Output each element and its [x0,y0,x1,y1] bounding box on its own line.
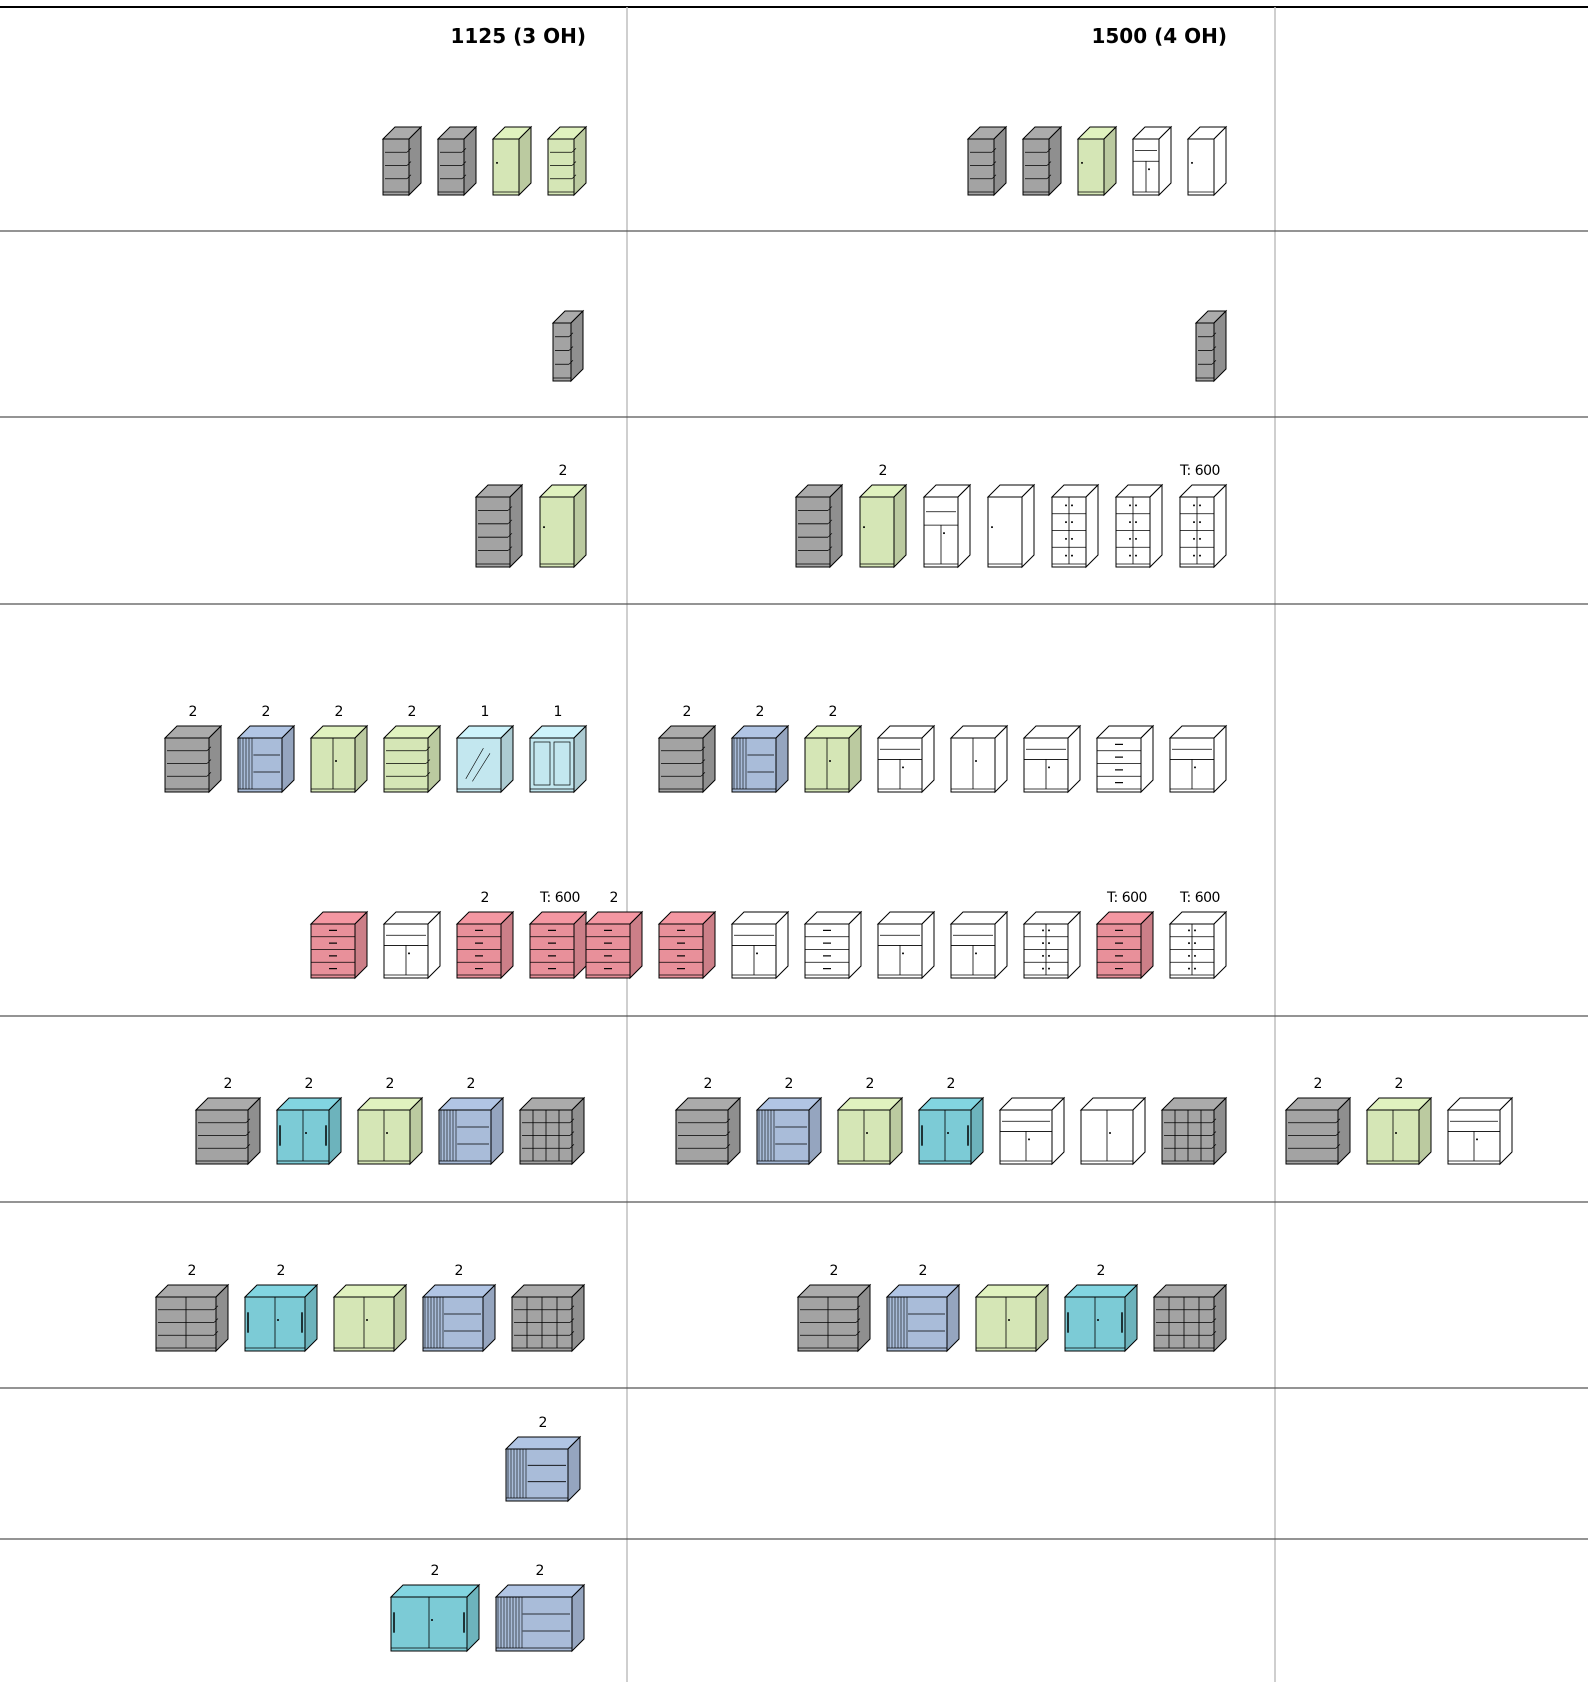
cabinet-doubledoor-green [1367,1098,1431,1164]
cabinet-locker-white [1052,485,1098,567]
cabinet-quantity-label: T: 600 [1107,890,1147,906]
cabinet-mixed-white [732,912,788,978]
cabinet-tambour-blue [238,726,294,792]
cabinet-slidingdoor-cyan [1065,1285,1137,1351]
cabinet-quantity-label: 2 [466,1076,476,1092]
cabinet-tambour-blue [732,726,788,792]
cabinet-quantity-label: 2 [829,1263,839,1279]
cabinet-shelf-grey [1196,311,1226,381]
cabinet-quantity-label: 2 [430,1563,440,1579]
cabinet-mixed-white [951,912,1007,978]
cabinet-quantity-label: 2 [1096,1263,1106,1279]
cabinet-quantity-label: 2 [609,890,619,906]
cabinet-drawers-pink [457,912,513,978]
cabinet-quantity-label: 2 [261,704,271,720]
cabinet-door-green [860,485,906,567]
cabinet-cubby-grey [1154,1285,1226,1351]
cabinet-shelf-grey [196,1098,260,1164]
cabinet-quantity-label: 2 [304,1076,314,1092]
cabinet-slidingdoor-cyan [391,1585,479,1651]
cabinet-tambour-blue [887,1285,959,1351]
cabinet-shelf-green [548,127,586,195]
cabinet-slidingdoor-cyan [245,1285,317,1351]
cabinet-quantity-label: 2 [276,1263,286,1279]
cabinet-drawers-pink [311,912,367,978]
cabinet-doubledoor-green [805,726,861,792]
cabinet-door-green [493,127,531,195]
cabinet-doubledoor-green [976,1285,1048,1351]
cabinet-quantity-label: 2 [538,1415,548,1431]
cabinet-locker-white [1170,912,1226,978]
cabinet-drawers-pink [659,912,715,978]
cabinet-drawers-pink [586,912,642,978]
cabinet-quantity-label: 2 [223,1076,233,1092]
cabinet-doubledoor-white [951,726,1007,792]
cabinet-mixed-white [1000,1098,1064,1164]
cabinet-door-green [1078,127,1116,195]
cabinet-shelf-grey [438,127,476,195]
cabinet-door-white [988,485,1034,567]
cabinet-quantity-label: T: 600 [540,890,580,906]
cabinet-quantity-label: 2 [480,890,490,906]
cabinet-quantity-label: T: 600 [1180,890,1220,906]
cabinet-quantity-label: 2 [535,1563,545,1579]
cabinet-quantity-label: 2 [946,1076,956,1092]
cabinet-shelf-grey [383,127,421,195]
cabinet-drawers-white [805,912,861,978]
cabinet-cubby-grey [1162,1098,1226,1164]
cabinet-door-green [540,485,586,567]
cabinet-drawers-pink [530,912,586,978]
cabinet-mixed-white [878,912,934,978]
cabinet-quantity-label: 2 [334,704,344,720]
cabinet-tambour-blue [496,1585,584,1651]
cabinet-quantity-label: 2 [755,704,765,720]
cabinet-locker-white [1180,485,1226,567]
cabinet-twinshelf-grey [156,1285,228,1351]
cabinet-shelf-grey [1023,127,1061,195]
cabinet-door-white [1188,127,1226,195]
cabinet-quantity-label: T: 600 [1180,463,1220,479]
cabinet-tambour-blue [506,1437,580,1501]
cabinet-shelf-grey [968,127,1006,195]
cabinet-doubledoor-green [838,1098,902,1164]
cabinet-locker-white [1116,485,1162,567]
cabinet-doubledoor-white [1081,1098,1145,1164]
cabinet-doubledoor-green [311,726,367,792]
cabinet-locker-white [1024,912,1080,978]
cabinet-shelf-green [384,726,440,792]
cabinet-mixed-white [1133,127,1171,195]
cabinet-quantity-label: 2 [828,704,838,720]
cabinet-mixed-white [878,726,934,792]
cabinet-shelf-grey [659,726,715,792]
cabinet-quantity-label: 2 [1313,1076,1323,1092]
cabinet-quantity-label: 1 [480,704,490,720]
cabinet-shelf-grey [796,485,842,567]
cabinet-doubledoor-green [334,1285,406,1351]
cabinet-mixed-white [924,485,970,567]
cabinet-mixed-white [384,912,440,978]
cabinet-quantity-label: 2 [784,1076,794,1092]
cabinet-quantity-label: 2 [558,463,568,479]
cabinet-mixed-white [1448,1098,1512,1164]
column-header-1125: 1125 (3 OH) [450,24,586,48]
cabinet-quantity-label: 2 [187,1263,197,1279]
cabinet-mixed-white [1170,726,1226,792]
cabinet-twinshelf-grey [798,1285,870,1351]
cabinet-quantity-label: 2 [682,704,692,720]
cabinet-drawers-white [1097,726,1153,792]
column-header-1500: 1500 (4 OH) [1091,24,1227,48]
cabinet-mixed-white [1024,726,1080,792]
cabinet-slidingdoor-cyan [919,1098,983,1164]
cabinet-quantity-label: 2 [407,704,417,720]
cabinet-quantity-label: 2 [1394,1076,1404,1092]
cabinet-shelf-grey [553,311,583,381]
cabinet-quantity-label: 2 [865,1076,875,1092]
cabinet-quantity-label: 2 [878,463,888,479]
cabinet-shelf-grey [1286,1098,1350,1164]
cabinet-quantity-label: 1 [553,704,563,720]
cabinet-quantity-label: 2 [188,704,198,720]
cabinet-cubby-grey [512,1285,584,1351]
cabinet-shelf-grey [165,726,221,792]
cabinet-slidingdoor-cyan [277,1098,341,1164]
cabinet-shelf-grey [476,485,522,567]
cabinet-cubby-grey [520,1098,584,1164]
cabinet-tambour-blue [423,1285,495,1351]
cabinet-glass-light_cyan [457,726,513,792]
cabinet-doubledoor-green [358,1098,422,1164]
cabinet-quantity-label: 2 [454,1263,464,1279]
cabinet-glassframe-light_cyan [530,726,586,792]
cabinet-quantity-label: 2 [703,1076,713,1092]
cabinet-tambour-blue [757,1098,821,1164]
cabinet-shelf-grey [676,1098,740,1164]
cabinet-quantity-label: 2 [385,1076,395,1092]
cabinet-tambour-blue [439,1098,503,1164]
cabinet-quantity-label: 2 [918,1263,928,1279]
cabinet-drawers-pink [1097,912,1153,978]
